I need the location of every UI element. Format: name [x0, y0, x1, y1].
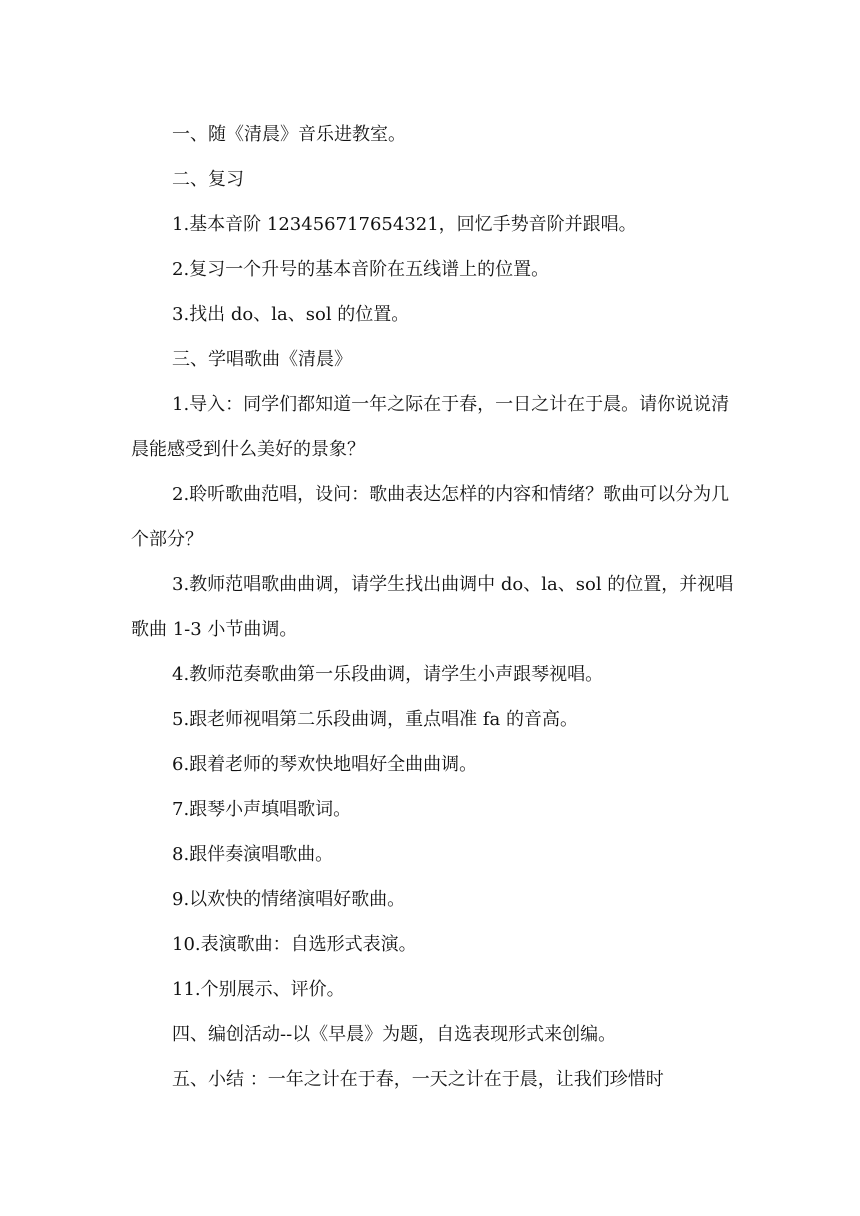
paragraph-review-2: 2.复习一个升号的基本音阶在五线谱上的位置。 — [172, 259, 550, 280]
paragraph-review-3: 3.找出 do、la、sol 的位置。 — [172, 304, 410, 325]
paragraph-learn-6: 6.跟着老师的琴欢快地唱好全曲曲调。 — [172, 754, 478, 775]
paragraph-review-heading: 二、复习 — [172, 169, 244, 190]
paragraph-learn-8: 8.跟伴奏演唱歌曲。 — [172, 844, 334, 865]
paragraph-learn-10: 10.表演歌曲：自选形式表演。 — [172, 934, 417, 955]
paragraph-learn-5: 5.跟老师视唱第二乐段曲调，重点唱准 fa 的音高。 — [172, 709, 579, 730]
paragraph-learn-7: 7.跟琴小声填唱歌词。 — [172, 799, 352, 820]
paragraph-learn-11: 11.个别展示、评价。 — [172, 979, 345, 1000]
paragraph-learn-1: 1.导入：同学们都知道一年之际在于春，一日之计在于晨。请你说说清晨能感受到什么美好的景象？ — [131, 394, 730, 460]
paragraph-create-activity: 四、编创活动--以《早晨》为题，自选表现形式来创编。 — [172, 1024, 617, 1045]
document-body — [131, 112, 736, 1102]
paragraph-learn-9: 9.以欢快的情绪演唱好歌曲。 — [172, 889, 406, 910]
paragraph-summary: 五、小结 ：一年之计在于春，一天之计在于晨，让我们珍惜时 — [172, 1069, 664, 1090]
paragraph-learn-3: 3.教师范唱歌曲曲调，请学生找出曲调中 do、la、sol 的位置，并视唱歌曲 1-3 小节曲调。 — [131, 574, 734, 640]
paragraph-review-1: 1.基本音阶 123456717654321，回忆手势音阶并跟唱。 — [172, 214, 637, 235]
paragraph-learn-4: 4.教师范奏歌曲第一乐段曲调，请学生小声跟琴视唱。 — [172, 664, 604, 685]
paragraph-learn-2: 2.聆听歌曲范唱，设问：歌曲表达怎样的内容和情绪？歌曲可以分为几个部分？ — [131, 484, 730, 550]
paragraph-intro-music: 一、随《清晨》音乐进教室。 — [172, 124, 406, 145]
paragraph-learn-heading: 三、学唱歌曲《清晨》 — [172, 349, 352, 370]
